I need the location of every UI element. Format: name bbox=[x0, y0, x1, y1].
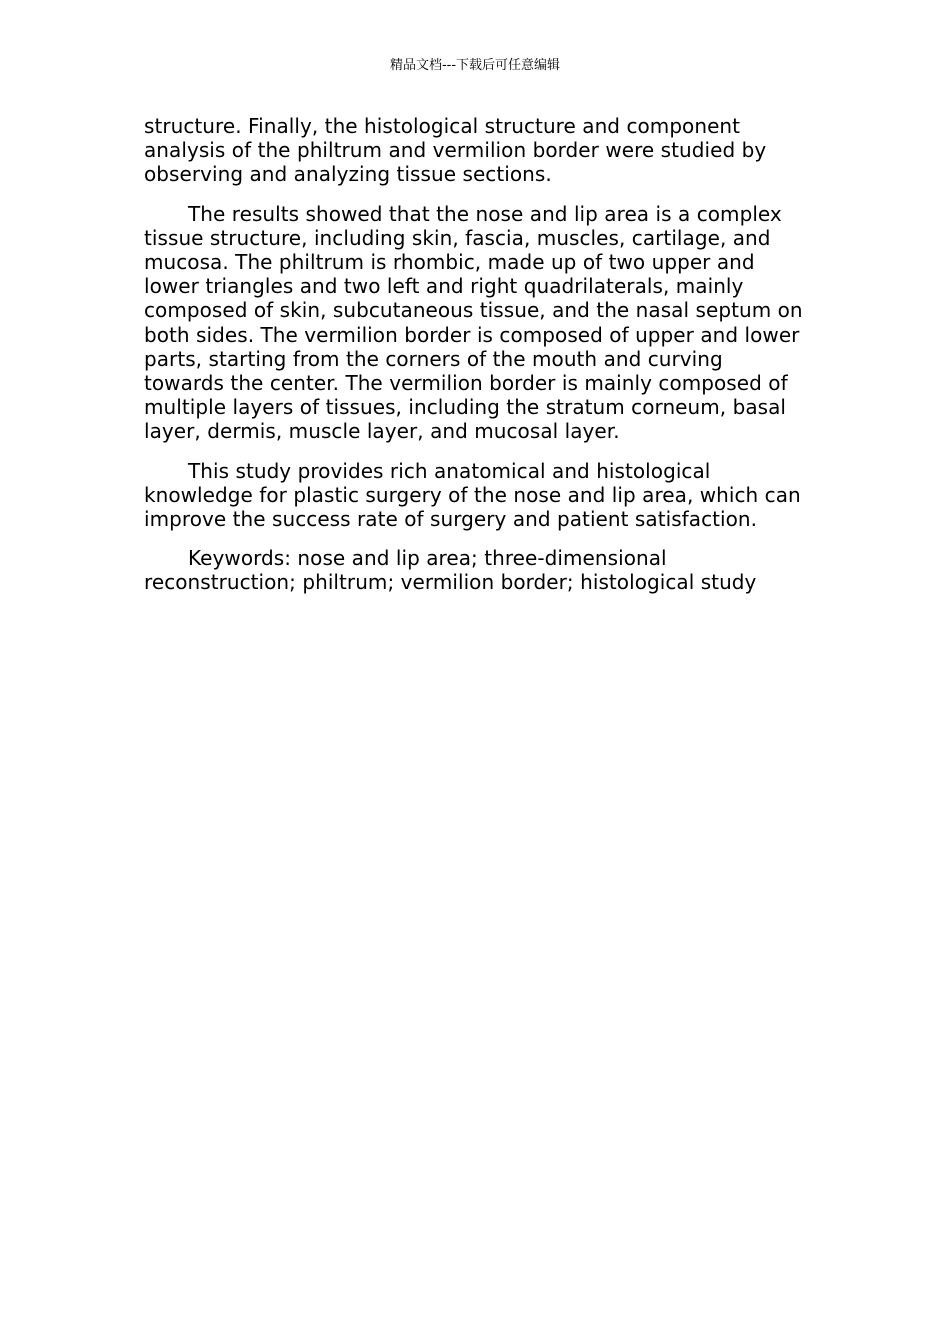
paragraph-continued-structure: structure. Finally, the histological structure and component analysis of the philtrum and vermilion border were studied by observing and analyzing tissue sections. bbox=[144, 114, 767, 187]
page-header: 精品文档---下载后可任意编辑 bbox=[389, 58, 561, 73]
paragraph-conclusion: This study provides rich anatomical and histological knowledge for plastic surgery of the nose and lip area, which can improve the success rate of surgery and patient satisfaction. bbox=[144, 458, 801, 532]
paragraph-keywords: Keywords: nose and lip area; three-dimensional reconstruction; philtrum; vermilion border; histological study bbox=[144, 546, 757, 595]
document-body bbox=[144, 114, 808, 610]
paragraph-results: The results showed that the nose and lip area is a complex tissue structure, including skin, fascia, muscles, cartilage, and mucosa. The philtrum is rhombic, made up of two upper and lower triangles and two left and right quadrilaterals, mainly composed of skin, subcutaneous tissue, and the nasal septum on both sides. The vermilion border is composed of upper and lower parts, starting from the corners of the mouth and curving towards the center. The vermilion border is mainly composed of multiple layers of tissues, including the stratum corneum, basal layer, dermis, muscle layer, and mucosal layer. bbox=[144, 201, 803, 444]
